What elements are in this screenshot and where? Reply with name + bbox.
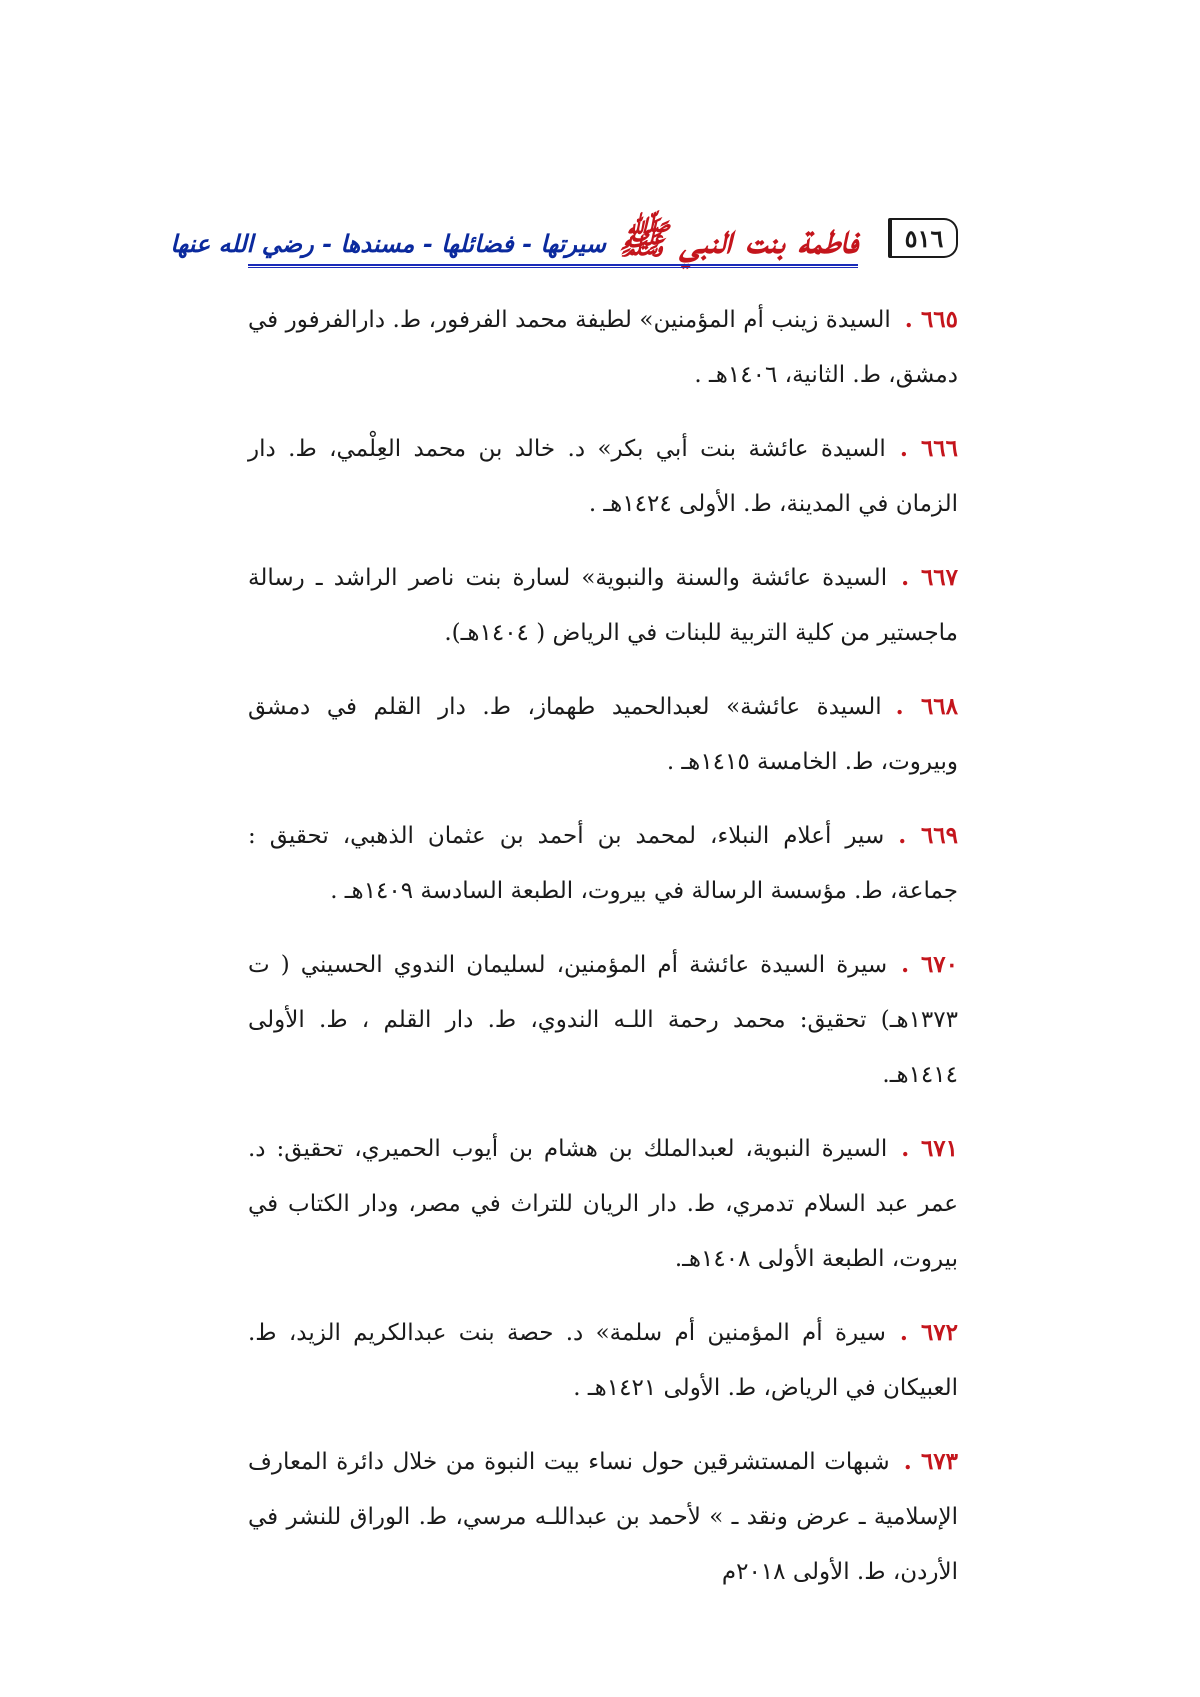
entry-text: سير أعلام النبلاء، لمحمد بن أحمد بن عثمان الذهبي، تحقيق : جماعة، ط. مؤسسة الرسالة في بيروت، الطبعة السادسة ١٤٠٩هـ . (248, 823, 958, 904)
entry-text: السيدة عائشة بنت أبي بكر» د. خالد بن محمد العِلْمي، ط. دار الزمان في المدينة، ط. الأولى ١٤٢٤هـ . (248, 436, 958, 517)
bibliography-entry-667 (248, 550, 958, 661)
header-divider (248, 264, 858, 268)
bibliography-entry-670 (248, 937, 958, 1103)
entry-text: السيدة عائشة» لعبدالحميد طهماز، ط. دار القلم في دمشق وبيروت، ط. الخامسة ١٤١٥هـ . (248, 694, 958, 775)
bibliography-entry-665 (248, 292, 958, 403)
bibliography-entry-672 (248, 1305, 958, 1416)
entry-text: السيرة النبوية، لعبدالملك بن هشام بن أيوب الحميري، تحقيق: د. عمر عبد السلام تدمري، ط. دار الريان للتراث في مصر، ودار الكتاب في بيروت، الطبعة الأولى ١٤٠٨هـ. (248, 1136, 958, 1272)
bibliography-entry-666 (248, 421, 958, 532)
entry-number: ٦٦٩ . (898, 822, 958, 849)
book-title: فاطمة بنت النبي ﷺ (618, 216, 858, 263)
entry-text: السيدة عائشة والسنة والنبوية» لسارة بنت ناصر الراشد ـ رسالة ماجستير من كلية التربية للبنات في الرياض ( ١٤٠٤هـ). (248, 565, 958, 646)
entry-number: ٦٦٧ . (901, 564, 958, 591)
bibliography-entry-671 (248, 1121, 958, 1287)
entry-number: ٦٧١ . (901, 1135, 959, 1162)
entry-number: ٦٧٣ . (903, 1448, 958, 1475)
book-subtitle: سيرتها - فضائلها - مسندها - رضي الله عنها (170, 229, 606, 258)
page-header (170, 208, 958, 268)
header-title (170, 208, 858, 263)
entry-text: سيرة أم المؤمنين أم سلمة» د. حصة بنت عبدالكريم الزيد، ط. العبيكان في الرياض، ط. الأولى ١٤٢١هـ . (248, 1320, 958, 1401)
entry-number: ٦٦٨ . (895, 693, 959, 720)
bibliography-list (248, 292, 958, 1618)
entry-number: ٦٧٠ . (901, 951, 958, 978)
entry-text: شبهات المستشرقين حول نساء بيت النبوة من خلال دائرة المعارف الإسلامية ـ عرض ونقد ـ » لأحمد بن عبداللـه مرسي، ط. الوراق للنشر في الأردن، ط. الأولى ٢٠١٨م (248, 1449, 958, 1585)
entry-number: ٦٦٦ . (899, 435, 959, 462)
bibliography-entry-669 (248, 808, 958, 919)
bibliography-entry-668 (248, 679, 958, 790)
entry-number: ٦٦٥ . (904, 306, 958, 333)
bibliography-entry-673 (248, 1434, 958, 1600)
page-number: ٥١٦ (888, 218, 958, 258)
entry-number: ٦٧٢ . (899, 1319, 958, 1346)
entry-text: السيدة زينب أم المؤمنين» لطيفة محمد الفرفور، ط. دارالفرفور في دمشق، ط. الثانية، ١٤٠٦هـ . (248, 307, 958, 388)
entry-text: سيرة السيدة عائشة أم المؤمنين، لسليمان الندوي الحسيني ( ت ١٣٧٣هـ) تحقيق: محمد رحمة اللـه الندوي، ط. دار القلم ، ط. الأولى ١٤١٤هـ. (248, 952, 958, 1088)
